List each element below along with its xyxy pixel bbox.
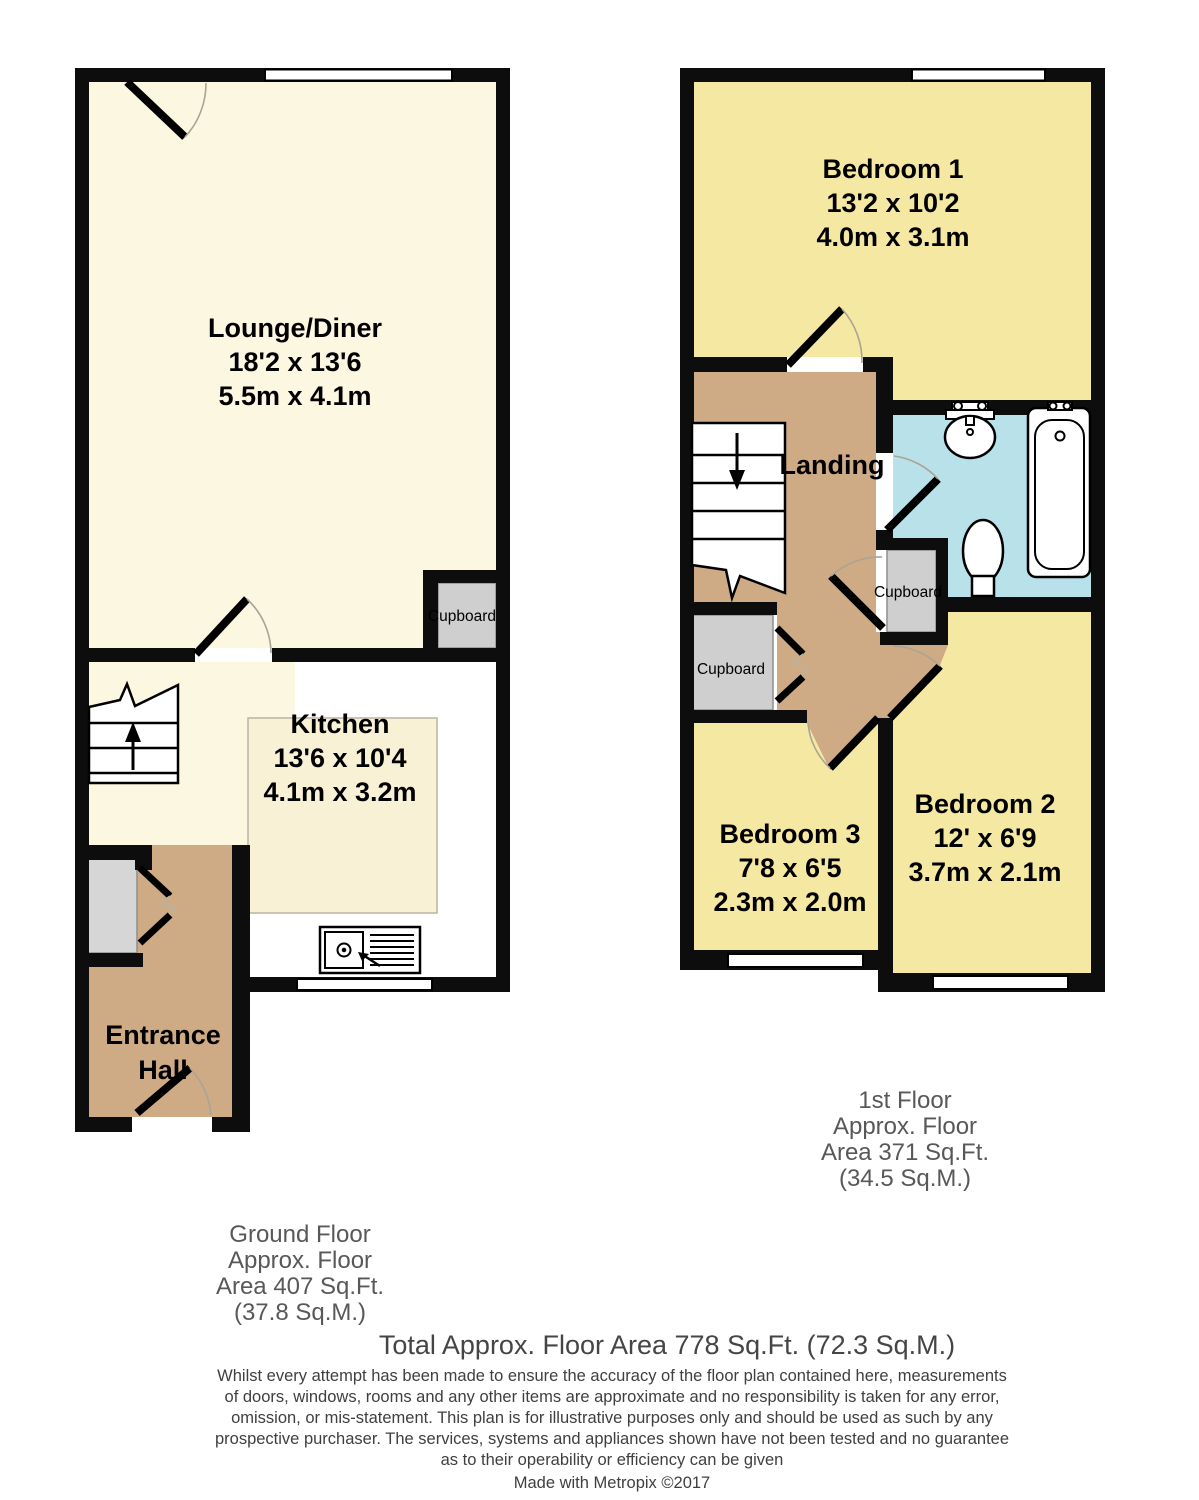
room-name: Lounge/Diner [208,313,382,343]
kitchen-sink-icon [320,927,420,973]
bathroom-cupboard-label: Cupboard [873,584,943,601]
ground-floor-plan [75,68,510,1132]
room-size-imperial: 13'6 x 10'4 [273,743,407,773]
disclaimer-line: prospective purchaser. The services, systems and appliances shown have not been tested and no guarantee [214,1430,1010,1448]
entrance-hall-label [63,1018,263,1088]
kitchen-label [190,707,490,809]
bedroom3-label [690,817,890,919]
room-name: Bedroom 3 [719,819,861,849]
room-size-metric: 4.1m x 3.2m [263,777,417,807]
made-with-credit: Made with Metropix ©2017 [513,1474,711,1492]
disclaimer [92,1366,1132,1494]
room-size-metric: 3.7m x 2.1m [908,857,1062,887]
bedroom2-label [885,787,1085,889]
bedroom1-window [912,70,1045,81]
ground-floor-area-caption: Ground Floor Approx. Floor Area 407 Sq.Ft. (37.8 Sq.M.) [215,1221,385,1326]
lounge-window [265,70,452,81]
first-floor-area-caption: 1st Floor Approx. Floor Area 371 Sq.Ft. (34.5 Sq.M.) [820,1087,990,1192]
room-name: Kitchen [290,709,390,739]
room-size-imperial: 13'2 x 10'2 [826,188,960,218]
bedroom1-floor [893,357,1091,400]
bedroom2-window [933,976,1068,989]
bedroom1-label [743,152,1043,254]
room-name: Hall [138,1055,188,1085]
disclaimer-line: Whilst every attempt has been made to ensure the accuracy of the floor plan contained here, measurements [217,1367,1007,1385]
ground-cupboard-label: Cupboard [427,608,497,625]
bedroom3-window [728,954,863,967]
room-size-metric: 5.5m x 4.1m [218,381,372,411]
landing-cupboard-label: Cupboard [696,661,766,678]
disclaimer-line: of doors, windows, rooms and any other items are approximate and no responsibility is taken for any error, [224,1388,1000,1406]
total-floor-area: Total Approx. Floor Area 778 Sq.Ft. (72.3 Sq.M.) [378,1330,956,1360]
room-name: Entrance [105,1020,221,1050]
hall-cupboard-area [87,858,137,953]
disclaimer-line: omission, or mis-statement. This plan is for illustrative purposes only and should be used as such by any [231,1409,993,1427]
room-name: Bedroom 1 [822,154,964,184]
room-size-imperial: 7'8 x 6'5 [738,853,842,883]
kitchen-window [297,979,432,990]
landing-label: Landing [779,450,885,480]
bathtub-icon [1028,402,1090,577]
room-size-imperial: 12' x 6'9 [933,823,1037,853]
room-size-imperial: 18'2 x 13'6 [228,347,362,377]
room-size-metric: 2.3m x 2.0m [713,887,867,917]
basin-icon [945,402,995,458]
lounge-label [145,311,445,413]
disclaimer-line: as to their operability or efficiency can be given [440,1451,784,1469]
room-size-metric: 4.0m x 3.1m [816,222,970,252]
room-name: Bedroom 2 [914,789,1056,819]
